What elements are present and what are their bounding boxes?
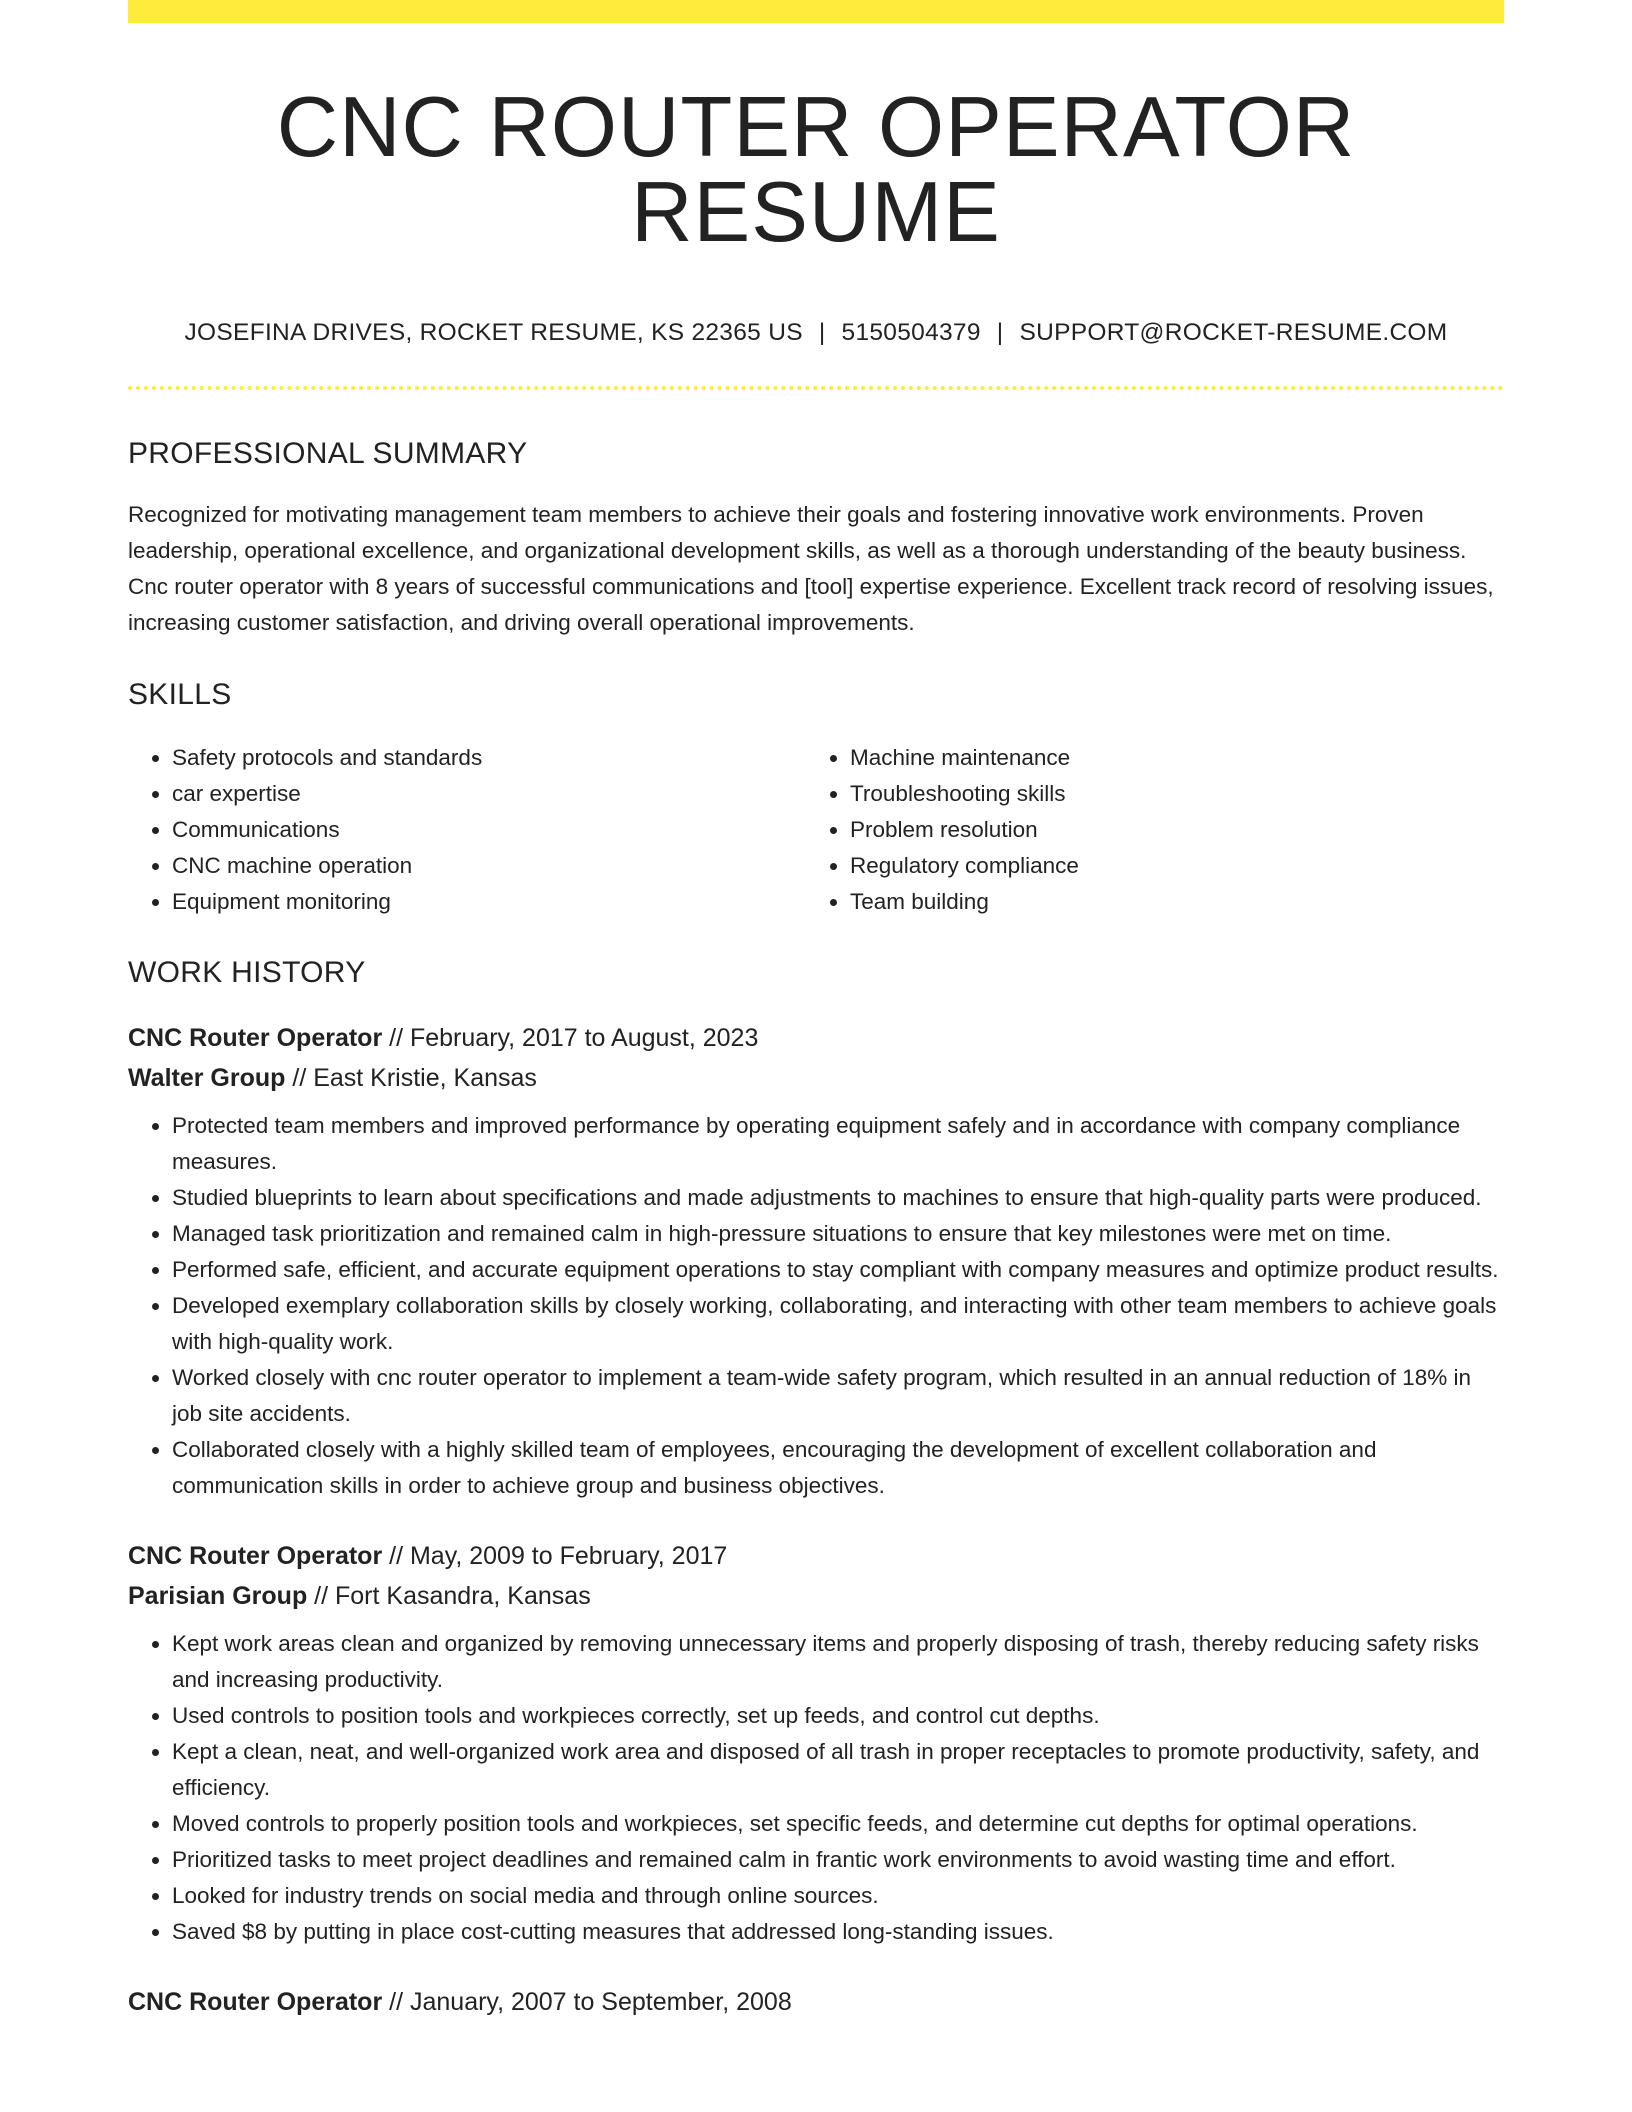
job-company-line: [128, 1576, 1504, 1616]
skills-list: [128, 740, 1504, 920]
skills-column-right: [806, 740, 1484, 920]
accent-bar: [128, 0, 1504, 23]
skill-item: • car expertise: [172, 776, 806, 812]
skill-item: • Equipment monitoring: [172, 884, 806, 920]
job-location: // Fort Kasandra, Kansas: [314, 1581, 591, 1610]
job-title-line: [128, 1018, 1504, 1058]
job-duty: • Kept work areas clean and organized by removing unnecessary items and properly disposing of trash, thereby reducing safety risks and increasing productivity.: [172, 1626, 1504, 1698]
job-duty: • Worked closely with cnc router operator to implement a team-wide safety program, which resulted in an annual reduction of 18% in job site accidents.: [172, 1360, 1504, 1432]
job-duty: • Performed safe, efficient, and accurate equipment operations to stay compliant with company measures and optimize product results.: [172, 1252, 1504, 1288]
contact-phone: 5150504379: [841, 319, 981, 346]
skill-item: • Regulatory compliance: [850, 848, 1484, 884]
skill-item: • Troubleshooting skills: [850, 776, 1484, 812]
job-duties: [128, 1108, 1504, 1504]
contact-address: JOSEFINA DRIVES, ROCKET RESUME, KS 22365 US: [184, 319, 803, 346]
job-duty: • Looked for industry trends on social media and through online sources.: [172, 1878, 1504, 1914]
job-duty: • Developed exemplary collaboration skills by closely working, collaborating, and interacting with other team members to achieve goals with high-quality work.: [172, 1288, 1504, 1360]
job-duties: [128, 1626, 1504, 1950]
job-duty: • Moved controls to properly position tools and workpieces, set specific feeds, and determine cut depths for optimal operations.: [172, 1806, 1504, 1842]
skills-heading: SKILLS: [128, 677, 232, 711]
dotted-divider: [128, 386, 1504, 390]
job-duty: • Used controls to position tools and workpieces correctly, set up feeds, and control cut depths.: [172, 1698, 1504, 1734]
job-duty: • Protected team members and improved performance by operating equipment safely and in accordance with company compliance measures.: [172, 1108, 1504, 1180]
summary-text: Recognized for motivating management team members to achieve their goals and fostering innovative work environments. Proven leadership, operational excellence, and organizational development skills, as well as a thorough understanding of the beauty business. Cnc router operator with 8 years of successful communications and [tool] expertise experience. Excellent track record of resolving issues, increasing customer satisfaction, and driving overall operational improvements.: [128, 501, 1494, 635]
job-title-line: [128, 1536, 1504, 1576]
skill-item: • Machine maintenance: [850, 740, 1484, 776]
job-entry: [128, 1982, 1504, 2022]
job-duty: • Saved $8 by putting in place cost-cutting measures that addressed long-standing issues.: [172, 1914, 1504, 1950]
job-dates: // May, 2009 to February, 2017: [389, 1541, 728, 1570]
job-company: Walter Group: [128, 1063, 286, 1092]
contact-separator: |: [818, 319, 826, 346]
job-title-line: [128, 1982, 1504, 2022]
job-title: CNC Router Operator: [128, 1987, 383, 2016]
resume-title: CNC ROUTER OPERATOR RESUME: [276, 80, 1356, 260]
contact-separator: |: [996, 319, 1004, 346]
job-duty: • Managed task prioritization and remained calm in high-pressure situations to ensure that key milestones were met on time.: [172, 1216, 1504, 1252]
job-title: CNC Router Operator: [128, 1541, 383, 1570]
skill-item: • Safety protocols and standards: [172, 740, 806, 776]
job-duty: • Prioritized tasks to meet project deadlines and remained calm in frantic work environments to avoid wasting time and effort.: [172, 1842, 1504, 1878]
work-history-heading: WORK HISTORY: [128, 955, 366, 989]
job-dates: // January, 2007 to September, 2008: [389, 1987, 792, 2016]
skill-item: • Problem resolution: [850, 812, 1484, 848]
job-entry: [128, 1536, 1504, 1950]
skills-column-left: [128, 740, 806, 920]
job-company-line: [128, 1058, 1504, 1098]
job-dates: // February, 2017 to August, 2023: [389, 1023, 759, 1052]
contact-email: SUPPORT@ROCKET-RESUME.COM: [1019, 319, 1448, 346]
resume-page: [128, 0, 1504, 2112]
summary-heading: PROFESSIONAL SUMMARY: [128, 436, 528, 470]
job-entry: [128, 1018, 1504, 1504]
contact-line: [128, 321, 1504, 346]
job-location: // East Kristie, Kansas: [292, 1063, 537, 1092]
skill-item: • Communications: [172, 812, 806, 848]
job-duty: • Collaborated closely with a highly skilled team of employees, encouraging the development of excellent collaboration and communication skills in order to achieve group and business objectives.: [172, 1432, 1504, 1504]
skill-item: • CNC machine operation: [172, 848, 806, 884]
job-duty: • Studied blueprints to learn about specifications and made adjustments to machines to ensure that high-quality parts were produced.: [172, 1180, 1504, 1216]
job-title: CNC Router Operator: [128, 1023, 383, 1052]
job-duty: • Kept a clean, neat, and well-organized work area and disposed of all trash in proper receptacles to promote productivity, safety, and efficiency.: [172, 1734, 1504, 1806]
skill-item: • Team building: [850, 884, 1484, 920]
job-company: Parisian Group: [128, 1581, 308, 1610]
